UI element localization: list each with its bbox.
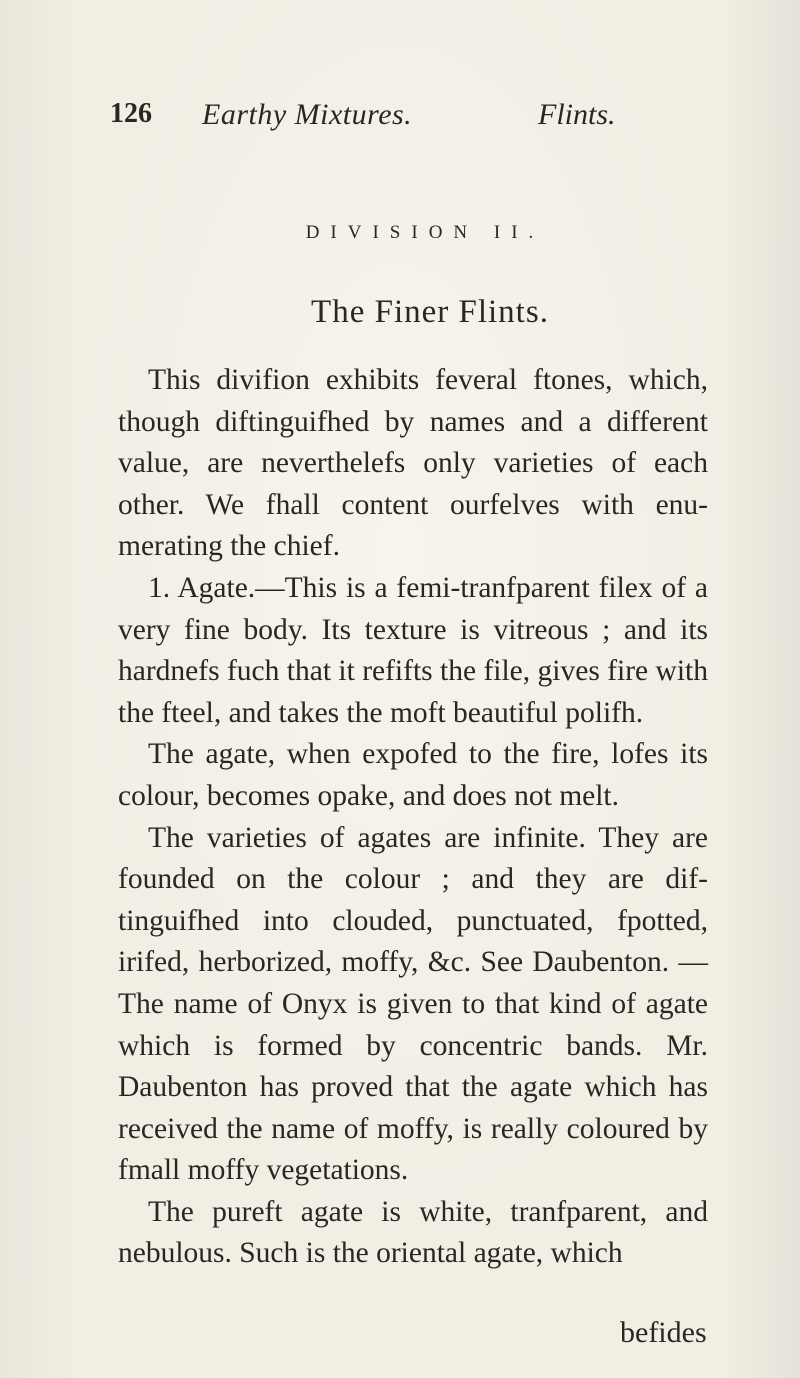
paragraph-purest-agate: The pureft agate is white, tranfparent, and nebulous. Such is the oriental agate, which xyxy=(118,1195,708,1270)
body-text xyxy=(118,360,708,1275)
page-number: 126 xyxy=(110,98,152,129)
paragraph-agate-fire: The agate, when expofed to the fire, lofes its colour, becomes opake, and does not melt. xyxy=(118,738,708,812)
running-head-subject: Flints. xyxy=(538,98,616,131)
division-heading: DIVISION II. xyxy=(305,222,545,243)
paragraph-intro: This divifion exhibits feveral ftones, which, though diftinguifhed by names and a different value, are neverthelefs only varieties of each other. We fhall content ourfelves with enu- merating the chief. xyxy=(118,364,708,563)
running-head-title: Earthy Mixtures. xyxy=(202,98,413,131)
paragraph-agate: 1. Agate.—This is a femi-tranfparent filex of a very fine body. Its texture is vitreous ; and its hardnefs fuch that it refifts the file, gives fire with the fteel, and takes the moft beautiful polifh. xyxy=(118,571,708,729)
catchword: befides xyxy=(620,1316,707,1349)
running-head xyxy=(110,98,710,138)
paragraph-agate-varieties: The varieties of agates are infinite. They are founded on the colour ; and they are dif- tinguifhed into clouded, punctuated, fpotted, irifed, herborized, moffy, &c. See Daubenton. —The name of Onyx is given to that kind of agate which is formed by concentric bands. Mr. Daubenton has proved that the agate which has received the name of moffy, is really coloured by fmall moffy vegetations. xyxy=(118,821,708,1187)
section-title: The Finer Flints. xyxy=(311,294,549,330)
